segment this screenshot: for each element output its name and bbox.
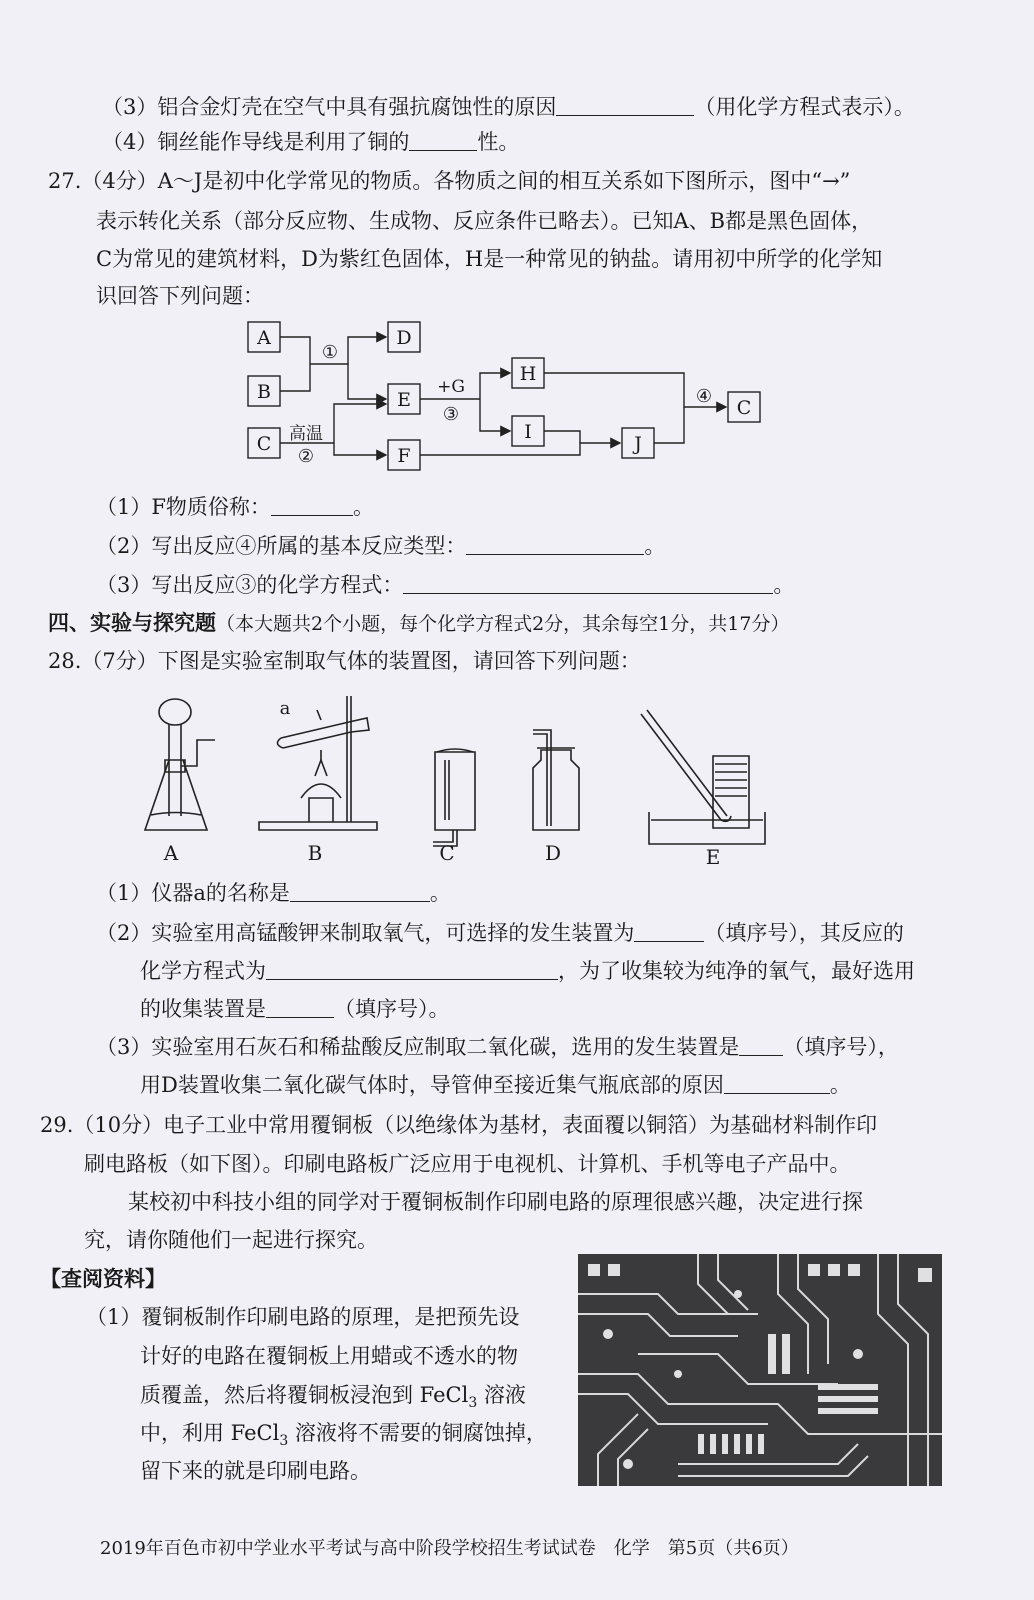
pcb-photo [578,1254,942,1486]
answer-blank[interactable] [266,957,558,980]
answer-blank[interactable] [634,919,704,942]
q28-sub2-line2: 化学方程式为 ，为了收集较为纯净的氧气，最好选用 [140,959,915,983]
apparatus-e-water-trough [641,710,765,844]
q28-sub3-line2: 用D装置收集二氧化碳气体时，导管伸至接近集气瓶底部的原因 。 [140,1073,851,1097]
answer-blank[interactable] [556,93,694,116]
q27-relation-diagram [240,316,770,476]
instrument-a-label: a [279,698,291,719]
reference-item1-line5: 留下来的就是印刷电路。 [140,1459,371,1483]
q28-stem: 28.（7分）下图是实验室制取气体的装置图，请回答下列问题： [48,649,641,673]
answer-blank[interactable] [271,493,353,516]
q28-apparatus-figure [135,690,785,875]
q26-part4: （4）铜丝能作导线是利用了铜的 性。 [102,130,520,154]
apparatus-label-a: A [163,841,179,865]
reaction-label-1: ① [321,342,339,363]
apparatus-c-bottle [433,749,475,846]
apparatus-label-d: D [544,841,562,865]
q27-sub3: （3）写出反应③的化学方程式： 。 [96,573,795,597]
node-i: I [524,421,532,443]
section4-heading [48,608,789,639]
q27-stem-line4: 识回答下列问题： [96,284,264,308]
q29-stem-line1: 29.（10分）电子工业中常用覆铜板（以绝缘体为基材，表面覆以铜箔）为基础材料制作印 [40,1113,878,1137]
node-c: C [256,433,272,455]
node-h: H [519,363,537,385]
q28-sub1: （1）仪器a的名称是 。 [96,881,451,905]
node-f: F [397,445,411,467]
answer-blank[interactable] [290,879,430,902]
reference-item1-line2: 计好的电路在覆铜板上用蜡或不透水的物 [140,1344,518,1368]
q29-stem-line3: 某校初中科技小组的同学对于覆铜板制作印刷电路的原理很感兴趣，决定进行探 [128,1190,863,1214]
apparatus-label-c: C [439,841,455,865]
node-d: D [396,327,412,349]
answer-blank[interactable] [739,1033,783,1056]
q28-sub2-line1: （2）实验室用高锰酸钾来制取氧气，可选择的发生装置为 （填序号），其反应的 [96,921,904,945]
answer-blank[interactable] [466,532,644,555]
apparatus-label-e: E [705,845,721,869]
answer-blank[interactable] [409,128,477,151]
page-footer: 2019年百色市初中学业水平考试与高中阶段学校招生考试试卷 化学 第5页（共6页） [100,1538,799,1559]
q29-stem-line2: 刷电路板（如下图）。印刷电路板广泛应用于电视机、计算机、手机等电子产品中。 [84,1152,851,1176]
apparatus-b-heating-setup [259,696,377,830]
node-c-product: C [736,397,752,419]
node-b: B [257,381,271,403]
q28-sub2-line3: 的收集装置是 （填序号）。 [140,997,450,1021]
answer-blank[interactable] [403,571,773,594]
q27-stem-line3: C为常见的建筑材料，D为紫红色固体，H是一种常见的钠盐。请用初中所学的化学知 [96,247,883,271]
node-j: J [634,433,642,455]
node-a: A [257,327,271,349]
apparatus-label-b: B [307,841,323,865]
reaction-condition-high-temp: 高温 [289,424,323,444]
reaction-label-3: ③ [442,404,460,425]
apparatus-d-gas-jar [533,730,579,830]
answer-blank[interactable] [266,995,334,1018]
reference-heading: 【查阅资料】 [40,1266,166,1291]
node-e: E [397,389,411,411]
q27-sub1: （1）F物质俗称： 。 [96,495,374,519]
reference-item1-line1: （1）覆铜板制作印刷电路的原理，是把预先设 [86,1305,520,1329]
reagent-plus-g: +G [437,377,465,397]
q27-stem-line2: 表示转化关系（部分反应物、生成物、反应条件已略去）。已知A、B都是黑色固体， [96,209,873,233]
apparatus-a-flask-funnel [145,699,215,830]
q26-part3: （3）铝合金灯壳在空气中具有强抗腐蚀性的原因 （用化学方程式表示）。 [102,95,915,119]
reaction-label-4: ④ [695,386,713,407]
q27-sub2: （2）写出反应④所属的基本反应类型： 。 [96,534,666,558]
reaction-label-2: ② [297,446,315,467]
q27-stem-line1: 27.（4分）A～J是初中化学常见的物质。各物质之间的相互关系如下图所示，图中“→” [48,169,851,193]
q29-stem-line4: 究，请你随他们一起进行探究。 [84,1228,378,1252]
section4-desc: （本大题共2个小题，每个化学方程式2分，其余每空1分，共17分） [216,613,790,635]
q28-sub3-line1: （3）实验室用石灰石和稀盐酸反应制取二氧化碳，选用的发生装置是 （填序号）， [96,1035,899,1059]
reference-item1-line3: 质覆盖，然后将覆铜板浸泡到 FeCl$_3$ 溶液 [140,1383,526,1412]
section4-title: 四、实验与探究题 [48,610,216,635]
answer-blank[interactable] [724,1071,830,1094]
reference-item1-line4: 中，利用 FeCl$_3$ 溶液将不需要的铜腐蚀掉， [140,1421,547,1450]
